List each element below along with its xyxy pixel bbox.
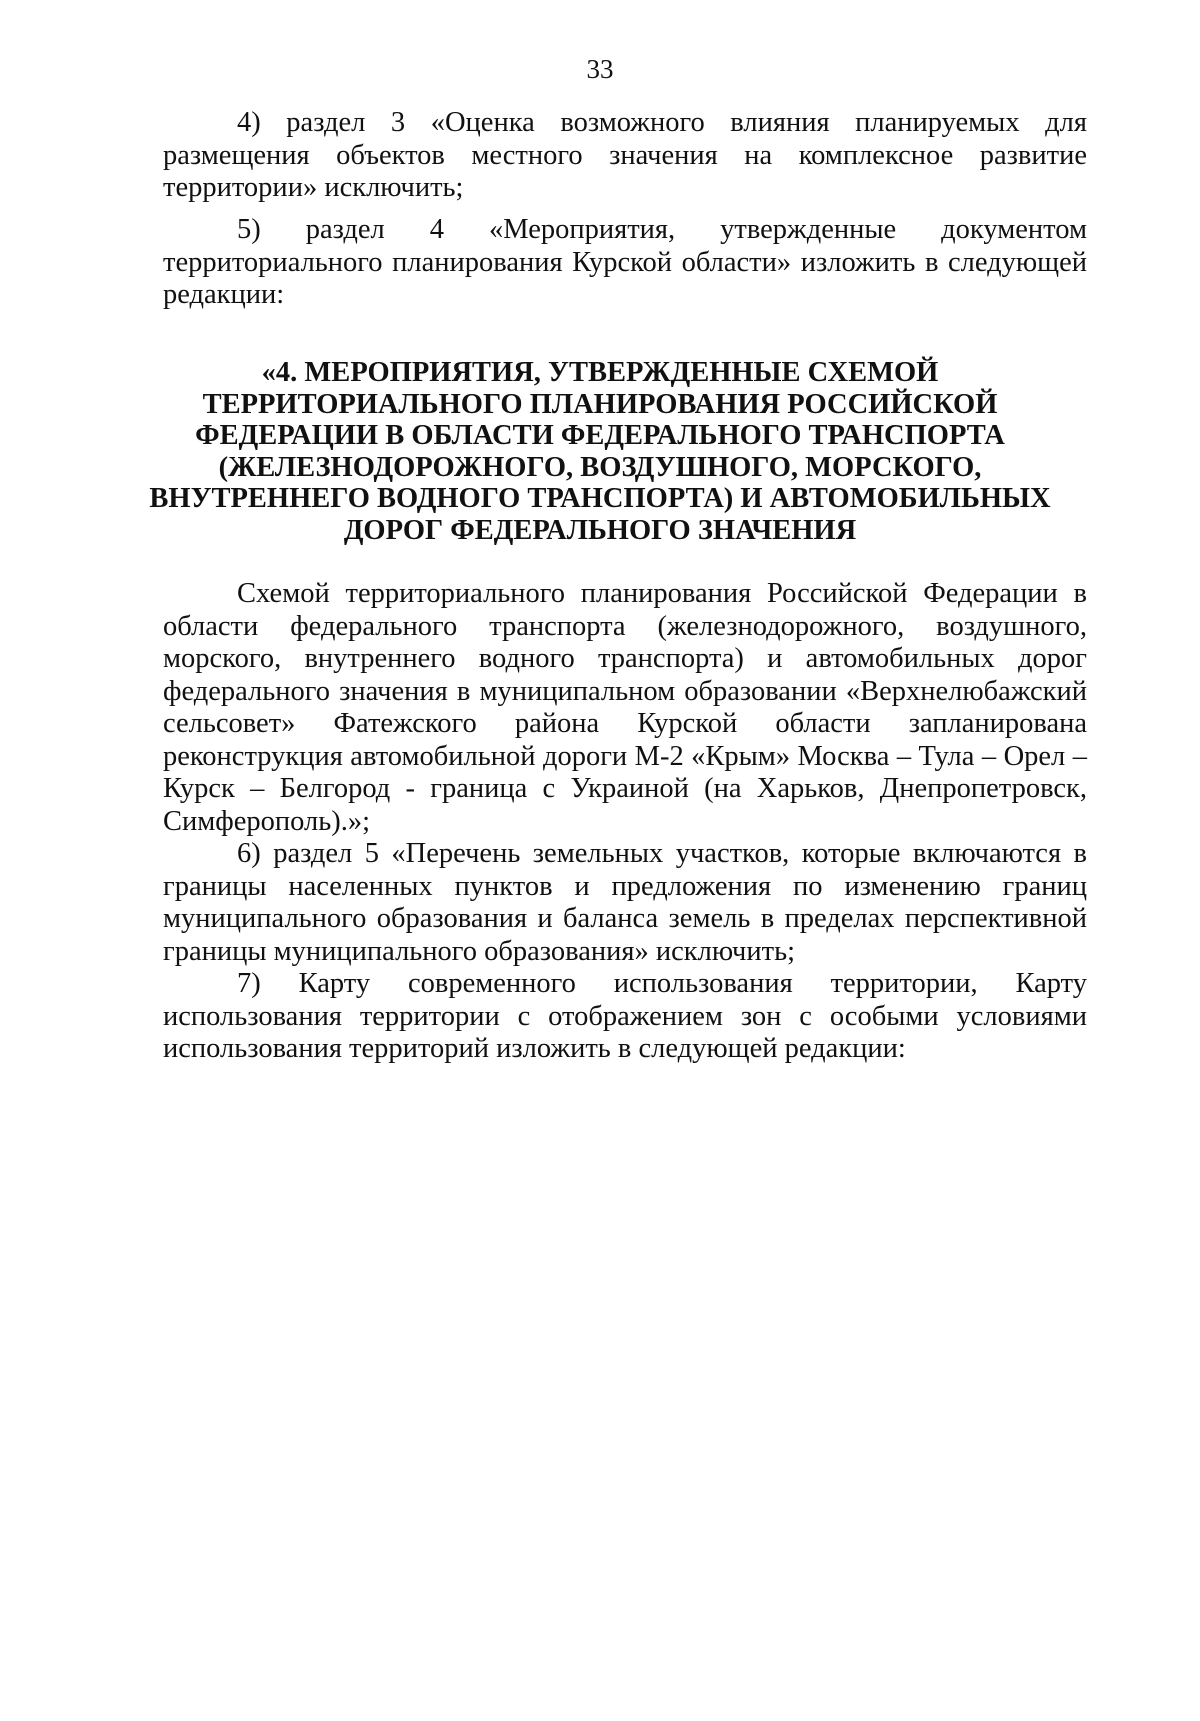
- item-7-line: использования территории с отображением зон с особыми условиями: [163, 1000, 1087, 1032]
- section-body-line: морского, внутреннего водного транспорта) и автомобильных дорог: [163, 643, 1087, 674]
- heading-line: (ЖЕЛЕЗНОДОРОЖНОГО, ВОЗДУШНОГО, МОРСКОГО,: [218, 451, 982, 483]
- item-4-line: размещения объектов местного значения на комплексное развитие: [163, 139, 1087, 171]
- heading-line: ТЕРРИТОРИАЛЬНОГО ПЛАНИРОВАНИЯ РОССИЙСКОЙ: [202, 388, 998, 420]
- item-7-paragraph: [163, 968, 1087, 1066]
- section-body-line: Курск – Белгород - граница с Украиной (на Харьков, Днепропетровск,: [163, 773, 1087, 804]
- item-6-line: границы населенных пунктов и предложения по изменению границ: [163, 870, 1087, 902]
- page-number: 33: [586, 54, 614, 84]
- item-6-paragraph: [163, 838, 1087, 968]
- section-4-body: [163, 578, 1087, 838]
- item-7-line: 7) Карту современного использования территории, Карту: [237, 968, 1087, 999]
- section-4-heading: [0, 357, 1200, 546]
- item-4-paragraph: [163, 107, 1087, 205]
- item-5-paragraph: [163, 214, 1087, 312]
- section-body-line: сельсовет» Фатежского района Курской области запланирована: [163, 708, 1087, 739]
- item-4-line: 4) раздел 3 «Оценка возможного влияния планируемых для: [237, 107, 1087, 138]
- heading-line: ВНУТРЕННЕГО ВОДНОГО ТРАНСПОРТА) И АВТОМОБИЛЬНЫХ: [149, 483, 1051, 514]
- item-5-line: 5) раздел 4 «Мероприятия, утвержденные документом: [237, 214, 1087, 245]
- section-body-line: Схемой территориального планирования Российской Федерации в: [237, 578, 1087, 609]
- heading-line: ДОРОГ ФЕДЕРАЛЬНОГО ЗНАЧЕНИЯ: [343, 514, 857, 546]
- heading-line: ФЕДЕРАЦИИ В ОБЛАСТИ ФЕДЕРАЛЬНОГО ТРАНСПОРТА: [195, 420, 1005, 451]
- section-body-line: области федерального транспорта (железнодорожного, воздушного,: [163, 610, 1087, 642]
- section-body-line: федерального значения в муниципальном образовании «Верхнелюбажский: [163, 675, 1087, 707]
- item-4-line: территории» исключить;: [163, 172, 464, 203]
- item-7-line: использования территорий изложить в следующей редакции:: [163, 1033, 906, 1064]
- item-6-line: 6) раздел 5 «Перечень земельных участков, которые включаются в: [237, 838, 1087, 869]
- item-5-line: редакции:: [163, 279, 285, 310]
- item-5-line: территориального планирования Курской области» изложить в следующей: [163, 246, 1087, 278]
- heading-line: «4. МЕРОПРИЯТИЯ, УТВЕРЖДЕННЫЕ СХЕМОЙ: [261, 357, 939, 388]
- item-6-line: муниципального образования и баланса земель в пределах перспективной: [163, 903, 1087, 934]
- section-body-line: реконструкция автомобильной дороги М-2 «Крым» Москва – Тула – Орел –: [163, 740, 1087, 772]
- section-body-line: Симферополь).»;: [163, 805, 371, 837]
- item-6-line: границы муниципального образования» исключить;: [163, 935, 795, 967]
